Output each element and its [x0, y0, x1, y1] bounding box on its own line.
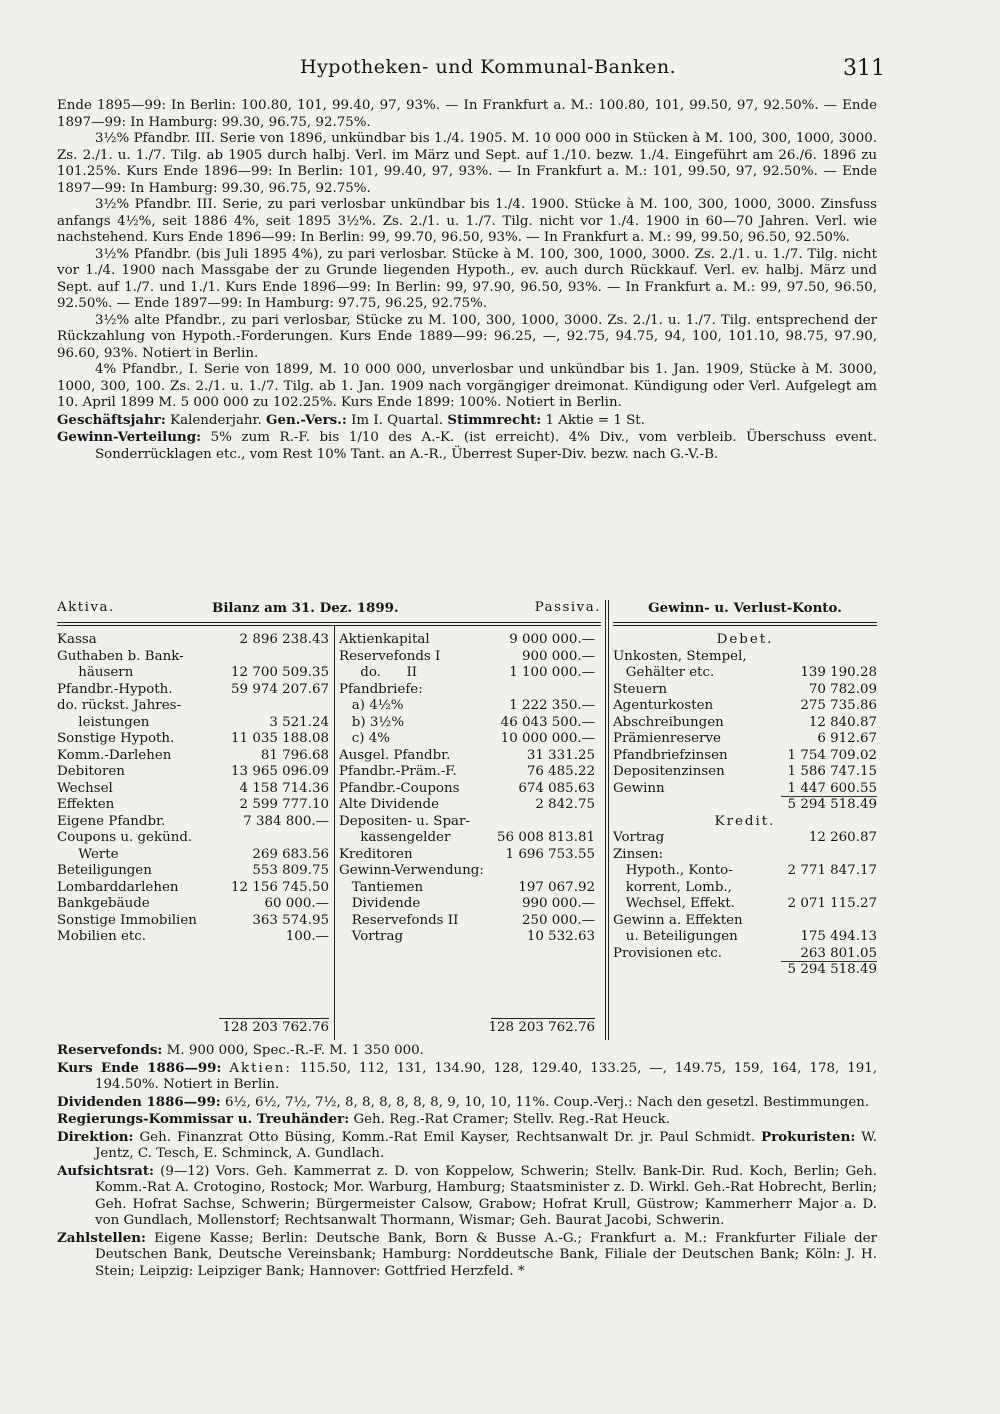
kredit-item-amount: 2 071 115.27	[787, 896, 877, 911]
debet-item-row	[613, 649, 877, 666]
aktiva-item-amount: 363 574.95	[252, 912, 329, 928]
paragraph-kurs	[57, 1060, 877, 1094]
aktiva-item-row	[57, 913, 329, 930]
aktiva-label: Aktiva.	[57, 600, 115, 615]
kredit-item-label: Zinsen:	[613, 846, 664, 862]
aktiva-item-row	[57, 814, 329, 831]
aktiva-item-amount	[219, 830, 329, 847]
aktiva-item-label: do. rückst. Jahres-	[57, 698, 182, 713]
paragraph-regierung	[57, 1111, 877, 1129]
paragraph-reservefonds	[57, 1042, 877, 1060]
rule-guv-divider	[605, 600, 606, 1040]
aktiva-item-row	[57, 682, 329, 699]
debet-total-row	[613, 797, 877, 814]
rule-bilanz-top	[57, 622, 601, 623]
debet-item-amount: 1 447 600.55	[781, 781, 877, 798]
passiva-item-row	[339, 632, 595, 649]
passiva-item-row	[339, 682, 595, 699]
paragraph-zahlstellen	[57, 1230, 877, 1281]
zahlstellen-text: Eigene Kasse; Berlin: Deutsche Bank, Born & Busse A.-G.; Frankfurt a. M.: Frankfurter Filiale der Deutschen Bank, Deutsche Vereinsbank; Hamburg: Norddeutsche Bank, Filiale der Deutschen Bank; Köln: J. H. Stein; Leipzig: Leipziger Bank; Hannover: Gottfried Herzfeld.	[95, 1230, 878, 1279]
rule-bilanz-top-2	[57, 625, 601, 626]
passiva-item-row	[339, 797, 595, 814]
paragraph-geschaeftsjahr	[57, 412, 877, 430]
passiva-item-label: Pfandbr.-Präm.-F.	[339, 764, 457, 779]
passiva-label: Passiva.	[534, 600, 601, 615]
aktiva-item-row	[57, 715, 329, 732]
aufsichtsrat-text: (9—12) Vors. Geh. Kammerrat z. D. von Koppelow, Schwerin; Stellv. Bank-Dir. Rud. Koch, Berlin; Geh. Komm.-Rat A. Crotogino, Rostock; Mor. Warburg, Hamburg; Staatsminister z. D. Wirkl. Geh.-Rat Hobrecht, Berlin; Geh. Hofrat Sachse, Schwerin; Bürgermeister Calsow, Grabow; Hofrat Krull, Güstrow; Kammerherr Major a. D. von Gundlach, Mollenstorf; Rechtsanwalt Thormann, Wismar; Geh. Baurat Jacobi, Schwerin.	[95, 1163, 877, 1228]
aktiva-item-label: Werte	[57, 846, 119, 862]
intro-section	[57, 98, 877, 463]
rule-guv-top	[613, 622, 877, 623]
kredit-total-spacer	[613, 962, 781, 979]
aktiva-item-label: Komm.-Darlehen	[57, 747, 172, 763]
stimmrecht-label: Stimmrecht:	[447, 411, 542, 428]
debet-item-label: Unkosten, Stempel,	[613, 648, 747, 664]
rule-guv-top-2	[613, 625, 877, 626]
aktiva-item-amount: 12 700 509.35	[231, 665, 329, 680]
passiva-item-label: Depositen- u. Spar-	[339, 813, 470, 829]
direktion-label: Direktion:	[57, 1128, 134, 1145]
regierung-text: Geh. Reg.-Rat Cramer; Stellv. Reg.-Rat Heuck.	[353, 1112, 670, 1127]
debet-total: 5 294 518.49	[787, 797, 877, 812]
paragraph-aufsichtsrat	[57, 1163, 877, 1230]
passiva-item-amount: 46 043 500.—	[500, 714, 595, 730]
aktiva-item-amount: 4 158 714.36	[239, 780, 329, 796]
debet-item-amount: 6 912.67	[817, 731, 877, 746]
gewinn-verteilung-text: 5% zum R.-F. bis 1/10 des A.-K. (ist erreicht). 4% Div., vom verbleib. Überschuss event. Sonderrücklagen etc., vom Rest 10% Tant. an A.-R., Überrest Super-Div. bezw. nach G.-V.-B.	[95, 430, 877, 462]
passiva-item-row	[339, 880, 595, 897]
kredit-item-row	[613, 830, 877, 847]
prokuristen-text: W. Jentz, C. Tesch, E. Schminck, A. Gundlach.	[95, 1129, 877, 1161]
kredit-total: 5 294 518.49	[787, 962, 877, 977]
paragraph-gewinn-verteilung	[57, 429, 877, 463]
aktiva-item-row	[57, 847, 329, 864]
paragraph-alte-pfandbr: 3½% alte Pfandbr., zu pari verlosbar, Stücke zu M. 100, 300, 1000, 3000. Zs. 2./1. u. 1./7. Tilg. entsprechend der Rückzahlung von Hypoth.-Forderungen. Kurs Ende 1889—99: 96.25, —, 92.75, 94.75, 94, 100, 101.10, 98.75, 97.90, 96.60, 93%. Notiert in Berlin.	[57, 312, 877, 361]
passiva-item-label: Dividende	[339, 896, 421, 911]
passiva-item-label: c) 4%	[339, 731, 390, 746]
debet-item-row	[613, 698, 877, 715]
passiva-item-amount: 674 085.63	[518, 780, 595, 796]
kredit-item-label: u. Beteiligungen	[613, 929, 738, 944]
aktiva-item-row	[57, 880, 329, 897]
passiva-item-row	[339, 847, 595, 864]
passiva-item-amount	[491, 863, 595, 880]
passiva-item-row	[339, 896, 595, 913]
aktiva-item-amount: 81 796.68	[260, 747, 329, 763]
debet-item-row	[613, 764, 877, 781]
kredit-item-row	[613, 896, 877, 913]
debet-item-label: Pfandbriefzinsen	[613, 747, 728, 763]
kredit-item-label: Gewinn a. Effekten	[613, 912, 743, 928]
aktiva-item-label: Mobilien etc.	[57, 929, 147, 944]
aktiva-item-row	[57, 632, 329, 649]
paragraph-dividenden	[57, 1094, 877, 1112]
kredit-item-row	[613, 946, 877, 963]
aktiva-item-label: Wechsel	[57, 780, 113, 796]
debet-item-label: Prämienreserve	[613, 731, 721, 746]
aktiva-item-row	[57, 896, 329, 913]
passiva-item-amount: 10 532.63	[526, 929, 595, 944]
kredit-item-row	[613, 913, 877, 930]
aktiva-item-amount: 13 965 096.09	[231, 764, 329, 779]
footnote-mark: *	[517, 1263, 525, 1279]
rule-bilanz-divider	[334, 626, 335, 1040]
passiva-item-label: Reservefonds II	[339, 912, 459, 928]
kredit-item-amount: 175 494.13	[800, 929, 877, 944]
rule-guv-divider-2	[608, 600, 609, 1040]
aktiva-item-row	[57, 863, 329, 880]
aktiva-item-amount	[219, 698, 329, 715]
aktiva-item-amount: 60 000.—	[264, 896, 329, 911]
aktiva-item-label: Eigene Pfandbr.	[57, 813, 166, 829]
debet-item-amount: 139 190.28	[800, 665, 877, 680]
debet-item-row	[613, 748, 877, 765]
zahlstellen-label: Zahlstellen:	[57, 1229, 146, 1246]
passiva-item-row	[339, 731, 595, 748]
passiva-item-amount: 10 000 000.—	[500, 731, 595, 746]
kredit-item-amount: 263 801.05	[781, 946, 877, 963]
debet-item-label: Steuern	[613, 681, 668, 697]
aktiva-item-amount	[219, 649, 329, 666]
reservefonds-text: M. 900 000, Spec.-R.-F. M. 1 350 000.	[166, 1043, 424, 1058]
aktiva-item-row	[57, 665, 329, 682]
kredit-item-label: korrent, Lomb.,	[613, 879, 732, 895]
aktiva-item-amount: 2 599 777.10	[239, 797, 329, 812]
kredit-heading: Kredit.	[714, 813, 776, 829]
debet-total-spacer	[613, 797, 781, 814]
kredit-item-amount: 12 260.87	[808, 830, 877, 845]
passiva-item-row	[339, 665, 595, 682]
guv-column	[613, 632, 877, 979]
geschaeftsjahr-text: Kalenderjahr.	[170, 412, 262, 428]
kurs-aktien-label: Aktien:	[229, 1060, 292, 1076]
passiva-item-label: Aktienkapital	[339, 632, 430, 647]
aktiva-item-label: Guthaben b. Bank-	[57, 648, 184, 664]
passiva-item-amount: 2 842.75	[535, 797, 595, 812]
paragraph-direktion	[57, 1129, 877, 1163]
kredit-item-label: Vortrag	[613, 830, 665, 845]
passiva-item-label: do. II	[339, 665, 418, 680]
aktiva-item-label: Coupons u. gekünd.	[57, 830, 193, 845]
passiva-item-amount: 56 008 813.81	[497, 830, 595, 845]
direktion-text: Geh. Finanzrat Otto Büsing, Komm.-Rat Emil Kayser, Rechtsanwalt Dr. jr. Paul Schmidt.	[139, 1129, 756, 1145]
aktiva-item-amount: 11 035 188.08	[231, 731, 329, 746]
passiva-item-amount: 1 222 350.—	[509, 698, 595, 713]
passiva-item-label: Vortrag	[339, 929, 404, 944]
aktiva-item-label: Sonstige Immobilien	[57, 912, 197, 928]
aktiva-item-amount: 3 521.24	[269, 714, 329, 730]
passiva-item-row	[339, 781, 595, 798]
aktiva-item-row	[57, 649, 329, 666]
debet-heading: Debet.	[716, 632, 774, 647]
debet-item-label: Abschreibungen	[613, 714, 724, 730]
kredit-item-label: Hypoth., Konto-	[613, 863, 733, 878]
debet-item-label: Gewinn	[613, 780, 665, 796]
aktiva-item-label: Sonstige Hypoth.	[57, 731, 175, 746]
regierung-label: Regierungs-Kommissar u. Treuhänder:	[57, 1111, 350, 1127]
paragraph-pfandbr-1899: 4% Pfandbr., I. Serie von 1899, M. 10 000 000, unverlosbar und unkündbar bis 1. Jan. 1909, Stücke à M. 3000, 1000, 300, 100. Zs. 2./1. u. 1./7. Tilg. ab 1. Jan. 1909 nach vorgängiger dreimonat. Kündigung oder Verl. Aufgelegt am 10. April 1899 M. 5 000 000 zu 102.25%. Kurs Ende 1899: 100%. Notiert in Berlin.	[57, 362, 877, 410]
passiva-item-row	[339, 863, 595, 880]
passiva-item-amount: 31 331.25	[526, 747, 595, 763]
lower-section	[57, 1042, 877, 1280]
passiva-item-amount: 990 000.—	[521, 896, 595, 911]
passiva-item-label: a) 4½%	[339, 698, 404, 713]
financial-tables	[57, 600, 877, 1040]
dividenden-text: 6½, 6½, 7½, 7½, 8, 8, 8, 8, 8, 8, 9, 10, 10, 11%. Coup.-Verj.: Nach den gesetzl. Bestimmungen.	[224, 1094, 870, 1110]
passiva-column	[339, 632, 595, 946]
aktiva-item-label: leistungen	[57, 714, 150, 730]
dividenden-label: Dividenden 1886—99:	[57, 1093, 221, 1110]
kredit-item-label: Wechsel, Effekt.	[613, 896, 736, 911]
passiva-item-amount: 900 000.—	[521, 648, 595, 664]
page-number: 311	[843, 56, 885, 81]
debet-item-label: Gehälter etc.	[613, 665, 715, 680]
aktiva-item-row	[57, 764, 329, 781]
passiva-item-amount	[491, 682, 595, 699]
debet-item-label: Depositenzinsen	[613, 764, 725, 779]
passiva-item-label: Ausgel. Pfandbr.	[339, 747, 451, 763]
stimmrecht-text: 1 Aktie = 1 St.	[545, 412, 645, 428]
aktiva-item-label: Debitoren	[57, 764, 125, 779]
passiva-item-amount: 76 485.22	[526, 764, 595, 779]
bilanz-title: Bilanz am 31. Dez. 1899.	[212, 600, 399, 616]
passiva-item-label: Pfandbr.-Coupons	[339, 780, 460, 796]
aktiva-item-label: Lombarddarlehen	[57, 879, 179, 895]
aktiva-item-label: Bankgebäude	[57, 896, 150, 911]
aktiva-item-row	[57, 797, 329, 814]
aktiva-item-row	[57, 929, 329, 946]
rule-aktiva-total	[219, 1018, 329, 1019]
debet-item-row	[613, 731, 877, 748]
passiva-item-label: Reservefonds I	[339, 648, 441, 664]
passiva-item-label: Pfandbriefe:	[339, 681, 423, 697]
aufsichtsrat-label: Aufsichtsrat:	[57, 1162, 154, 1179]
aktiva-item-label: Beteiligungen	[57, 863, 152, 878]
passiva-item-row	[339, 830, 595, 847]
aktiva-item-amount: 2 896 238.43	[239, 632, 329, 647]
kredit-item-amount	[781, 847, 877, 864]
aktiva-item-row	[57, 731, 329, 748]
bilanz-header	[57, 600, 601, 620]
aktiva-item-row	[57, 748, 329, 765]
rule-passiva-total	[491, 1018, 595, 1019]
aktiva-item-label: Effekten	[57, 797, 115, 812]
reservefonds-label: Reservefonds:	[57, 1042, 163, 1058]
kurs-label: Kurs Ende 1886—99:	[57, 1059, 222, 1076]
guv-title: Gewinn- u. Verlust-Konto.	[648, 600, 842, 616]
aktiva-total: 128 203 762.76	[222, 1020, 329, 1035]
passiva-item-amount: 250 000.—	[521, 912, 595, 928]
passiva-item-label: b) 3½%	[339, 714, 405, 730]
aktiva-item-row	[57, 698, 329, 715]
passiva-item-row	[339, 764, 595, 781]
passiva-item-amount: 1 100 000.—	[509, 665, 595, 680]
passiva-item-amount: 9 000 000.—	[509, 632, 595, 647]
passiva-item-row	[339, 814, 595, 831]
kurs-text: 115.50, 112, 131, 134.90, 128, 129.40, 133.25, —, 149.75, 159, 164, 178, 191, 194.50%. Notiert in Berlin.	[95, 1060, 878, 1092]
passiva-total: 128 203 762.76	[488, 1020, 595, 1035]
debet-item-amount: 70 782.09	[808, 681, 877, 697]
kredit-item-row	[613, 880, 877, 897]
aktiva-item-amount: 12 156 745.50	[231, 879, 329, 895]
passiva-item-amount	[491, 814, 595, 831]
passiva-item-row	[339, 715, 595, 732]
passiva-item-label: Gewinn-Verwendung:	[339, 863, 484, 878]
passiva-item-row	[339, 698, 595, 715]
debet-item-row	[613, 781, 877, 798]
kredit-item-amount	[781, 913, 877, 930]
page-title: Hypotheken- und Kommunal-Banken.	[300, 56, 677, 78]
paragraph-pfandbr-iii-1896: 3½% Pfandbr. III. Serie von 1896, unkündbar bis 1./4. 1905. M. 10 000 000 in Stücken à M. 100, 300, 1000, 3000. Zs. 2./1. u. 1./7. Tilg. ab 1905 durch halbj. Verl. im März und Sept. auf 1./10. bezw. 1./4. Eingeführt am 26./6. 1896 zu 101.25%. Kurs Ende 1896—99: In Berlin: 101, 99.40, 97, 93%. — In Frankfurt a. M.: 101, 99.50, 97, 92.50%. — Ende 1897—99: In Hamburg: 99.30, 96.75, 92.75%.	[57, 131, 877, 196]
kredit-total-row	[613, 962, 877, 979]
passiva-item-label: kassengelder	[339, 830, 451, 845]
debet-item-row	[613, 665, 877, 682]
kredit-item-label: Provisionen etc.	[613, 945, 723, 961]
debet-item-amount: 1 586 747.15	[787, 764, 877, 779]
aktiva-item-label: Kassa	[57, 632, 97, 647]
kredit-item-row	[613, 847, 877, 864]
aktiva-item-amount: 553 809.75	[252, 863, 329, 878]
passiva-item-label: Kreditoren	[339, 846, 413, 862]
aktiva-item-label: Pfandbr.-Hypoth.	[57, 681, 173, 697]
passiva-item-row	[339, 748, 595, 765]
aktiva-item-amount: 100.—	[285, 929, 329, 944]
paragraph-pfandbr-1895: 3½% Pfandbr. (bis Juli 1895 4%), zu pari verlosbar. Stücke à M. 100, 300, 1000, 3000. Zs. 2./1. u. 1./7. Tilg. nicht vor 1./4. 1900 nach Massgabe der zu Grunde liegenden Hypoth., ev. auch durch Rückkauf. Verl. ev. halbj. März und Sept. auf 1./7. und 1./1. Kurs Ende 1896—99: In Berlin: 99, 97.90, 96.50, 93%. — In Frankfurt a. M.: 99, 97.50, 96.50, 92.50%. — Ende 1897—99: In Hamburg: 97.75, 96.25, 92.75%.	[57, 246, 877, 311]
kredit-item-row	[613, 863, 877, 880]
paragraph-pfandbr-iii-serie: 3½% Pfandbr. III. Serie, zu pari verlosbar unkündbar bis 1./4. 1900. Stücke à M. 100, 300, 1000, 3000. Zinsfuss anfangs 4½%, seit 1886 4%, seit 1895 3½%. Zs. 2./1. u. 1./7. Tilg. nicht vor 1./4. 1900 in 60—70 Jahren. Verl. wie nachstehend. Kurs Ende 1896—99: In Berlin: 99, 99.70, 96.50, 93%. — In Frankfurt a. M.: 99, 99.50, 96.50, 92.50%.	[57, 197, 877, 245]
gen-vers-text: Im I. Quartal.	[351, 412, 444, 428]
debet-item-row	[613, 715, 877, 732]
passiva-item-label: Alte Dividende	[339, 797, 439, 812]
aktiva-column	[57, 632, 329, 946]
debet-item-amount	[781, 649, 877, 666]
aktiva-item-label: häusern	[57, 665, 134, 680]
paragraph-kurs-1895: Ende 1895—99: In Berlin: 100.80, 101, 99.40, 97, 93%. — In Frankfurt a. M.: 100.80, 101, 99.50, 97, 92.50%. — Ende 1897—99: In Hamburg: 99.30, 96.75, 92.75%.	[57, 98, 877, 130]
passiva-item-label: Tantiemen	[339, 879, 424, 895]
debet-item-label: Agenturkosten	[613, 698, 714, 713]
passiva-item-row	[339, 649, 595, 666]
aktiva-item-row	[57, 830, 329, 847]
debet-item-amount: 12 840.87	[808, 714, 877, 730]
kredit-item-amount: 2 771 847.17	[787, 863, 877, 878]
prokuristen-label: Prokuristen:	[761, 1128, 856, 1145]
gewinn-verteilung-label: Gewinn-Verteilung:	[57, 429, 202, 445]
kredit-item-amount	[781, 880, 877, 897]
aktiva-item-amount: 59 974 207.67	[231, 681, 329, 697]
aktiva-item-amount: 269 683.56	[252, 846, 329, 862]
page-header	[0, 56, 1000, 86]
debet-item-amount: 1 754 709.02	[787, 747, 877, 763]
aktiva-item-row	[57, 781, 329, 798]
passiva-item-amount: 197 067.92	[518, 879, 595, 895]
debet-item-row	[613, 682, 877, 699]
debet-item-amount: 275 735.86	[800, 698, 877, 713]
geschaeftsjahr-label: Geschäftsjahr:	[57, 411, 166, 428]
gen-vers-label: Gen.-Vers.:	[266, 411, 347, 428]
passiva-item-row	[339, 929, 595, 946]
aktiva-item-amount: 7 384 800.—	[243, 813, 329, 829]
kredit-item-row	[613, 929, 877, 946]
passiva-item-row	[339, 913, 595, 930]
passiva-item-amount: 1 696 753.55	[505, 846, 595, 862]
